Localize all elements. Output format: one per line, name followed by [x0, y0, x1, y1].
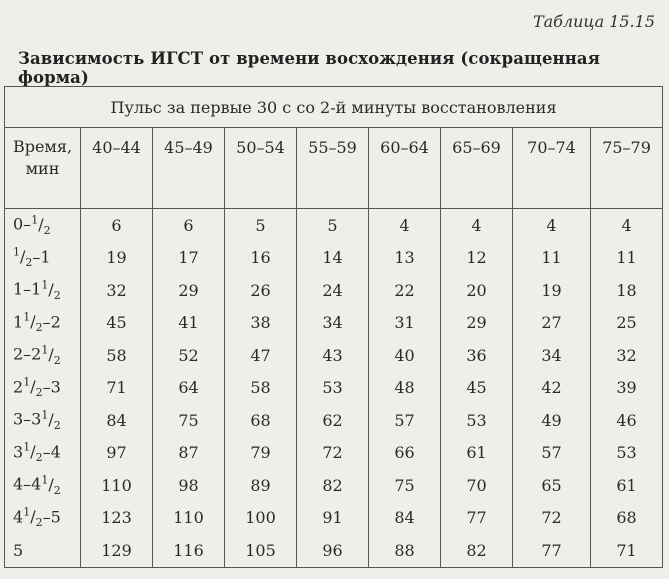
value-cell: 65	[513, 469, 591, 502]
value-cell: 47	[225, 339, 297, 372]
value-cell: 20	[441, 274, 513, 307]
column-header: 70–74	[513, 128, 591, 209]
value-cell: 26	[225, 274, 297, 307]
time-header-line2: мин	[25, 159, 60, 178]
value-cell: 5	[297, 209, 369, 242]
value-cell: 123	[81, 502, 153, 535]
table-row	[5, 372, 663, 405]
time-cell: $2-2^1/_2$	[5, 339, 81, 372]
value-cell: 57	[513, 437, 591, 470]
value-cell: 75	[153, 404, 225, 437]
table-row	[5, 339, 663, 372]
time-cell: $^1/_2-1$	[5, 242, 81, 275]
value-cell: 79	[225, 437, 297, 470]
value-cell: 34	[297, 307, 369, 340]
column-header: 45–49	[153, 128, 225, 209]
value-cell: 24	[297, 274, 369, 307]
value-cell: 129	[81, 534, 153, 567]
value-cell: 70	[441, 469, 513, 502]
table-row	[5, 242, 663, 275]
time-cell: $3^1/_2-4$	[5, 437, 81, 470]
value-cell: 52	[153, 339, 225, 372]
value-cell: 22	[369, 274, 441, 307]
igst-table	[4, 86, 663, 568]
value-cell: 11	[591, 242, 663, 275]
value-cell: 58	[81, 339, 153, 372]
value-cell: 62	[297, 404, 369, 437]
value-cell: 31	[369, 307, 441, 340]
value-cell: 77	[513, 534, 591, 567]
value-cell: 97	[81, 437, 153, 470]
value-cell: 13	[369, 242, 441, 275]
value-cell: 110	[81, 469, 153, 502]
value-cell: 82	[297, 469, 369, 502]
table-caption: Таблица 15.15	[532, 12, 655, 31]
value-cell: 53	[297, 372, 369, 405]
value-cell: 19	[513, 274, 591, 307]
column-header: 60–64	[369, 128, 441, 209]
table-row	[5, 209, 663, 242]
value-cell: 29	[441, 307, 513, 340]
value-cell: 58	[225, 372, 297, 405]
value-cell: 72	[297, 437, 369, 470]
value-cell: 34	[513, 339, 591, 372]
value-cell: 88	[369, 534, 441, 567]
value-cell: 45	[81, 307, 153, 340]
value-cell: 89	[225, 469, 297, 502]
value-cell: 16	[225, 242, 297, 275]
value-cell: 6	[81, 209, 153, 242]
value-cell: 66	[369, 437, 441, 470]
value-cell: 14	[297, 242, 369, 275]
table-row	[5, 469, 663, 502]
time-header-line1: Время,	[12, 137, 73, 156]
column-header-row	[5, 128, 663, 209]
value-cell: 32	[81, 274, 153, 307]
value-cell: 6	[153, 209, 225, 242]
value-cell: 49	[513, 404, 591, 437]
time-cell: $4^1/_2-5$	[5, 502, 81, 535]
value-cell: 110	[153, 502, 225, 535]
value-cell: 4	[369, 209, 441, 242]
table-row	[5, 274, 663, 307]
value-cell: 45	[441, 372, 513, 405]
value-cell: 17	[153, 242, 225, 275]
group-header: Пульс за первые 30 с со 2-й минуты восстановления	[5, 87, 663, 128]
value-cell: 39	[591, 372, 663, 405]
value-cell: 12	[441, 242, 513, 275]
value-cell: 25	[591, 307, 663, 340]
table-row	[5, 307, 663, 340]
value-cell: 100	[225, 502, 297, 535]
value-cell: 75	[369, 469, 441, 502]
table-row	[5, 534, 663, 567]
value-cell: 61	[441, 437, 513, 470]
value-cell: 68	[225, 404, 297, 437]
value-cell: 40	[369, 339, 441, 372]
value-cell: 87	[153, 437, 225, 470]
value-cell: 57	[369, 404, 441, 437]
value-cell: 4	[441, 209, 513, 242]
time-column-header	[5, 128, 81, 209]
table-row	[5, 404, 663, 437]
table-row	[5, 437, 663, 470]
value-cell: 77	[441, 502, 513, 535]
column-header: 55–59	[297, 128, 369, 209]
time-cell: $1^1/_2-2$	[5, 307, 81, 340]
value-cell: 4	[591, 209, 663, 242]
value-cell: 11	[513, 242, 591, 275]
value-cell: 42	[513, 372, 591, 405]
value-cell: 29	[153, 274, 225, 307]
value-cell: 61	[591, 469, 663, 502]
value-cell: 36	[441, 339, 513, 372]
value-cell: 46	[591, 404, 663, 437]
time-cell: 5	[5, 534, 81, 567]
time-cell: $4-4^1/_2$	[5, 469, 81, 502]
value-cell: 68	[591, 502, 663, 535]
time-cell: $2^1/_2-3$	[5, 372, 81, 405]
value-cell: 43	[297, 339, 369, 372]
value-cell: 82	[441, 534, 513, 567]
value-cell: 116	[153, 534, 225, 567]
value-cell: 72	[513, 502, 591, 535]
value-cell: 41	[153, 307, 225, 340]
table-row	[5, 502, 663, 535]
value-cell: 84	[81, 404, 153, 437]
column-header: 75–79	[591, 128, 663, 209]
value-cell: 98	[153, 469, 225, 502]
value-cell: 5	[225, 209, 297, 242]
value-cell: 64	[153, 372, 225, 405]
value-cell: 19	[81, 242, 153, 275]
value-cell: 27	[513, 307, 591, 340]
time-cell: $1-1^1/_2$	[5, 274, 81, 307]
value-cell: 4	[513, 209, 591, 242]
time-cell: $0-^1/_2$	[5, 209, 81, 242]
column-header: 50–54	[225, 128, 297, 209]
page-title: Зависимость ИГСТ от времени восхождения (сокращенная форма)	[18, 49, 600, 87]
value-cell: 84	[369, 502, 441, 535]
value-cell: 71	[81, 372, 153, 405]
column-header: 40–44	[81, 128, 153, 209]
time-cell: $3-3^1/_2$	[5, 404, 81, 437]
value-cell: 105	[225, 534, 297, 567]
value-cell: 91	[297, 502, 369, 535]
value-cell: 71	[591, 534, 663, 567]
value-cell: 53	[591, 437, 663, 470]
value-cell: 53	[441, 404, 513, 437]
value-cell: 96	[297, 534, 369, 567]
column-header: 65–69	[441, 128, 513, 209]
value-cell: 38	[225, 307, 297, 340]
value-cell: 32	[591, 339, 663, 372]
value-cell: 48	[369, 372, 441, 405]
value-cell: 18	[591, 274, 663, 307]
